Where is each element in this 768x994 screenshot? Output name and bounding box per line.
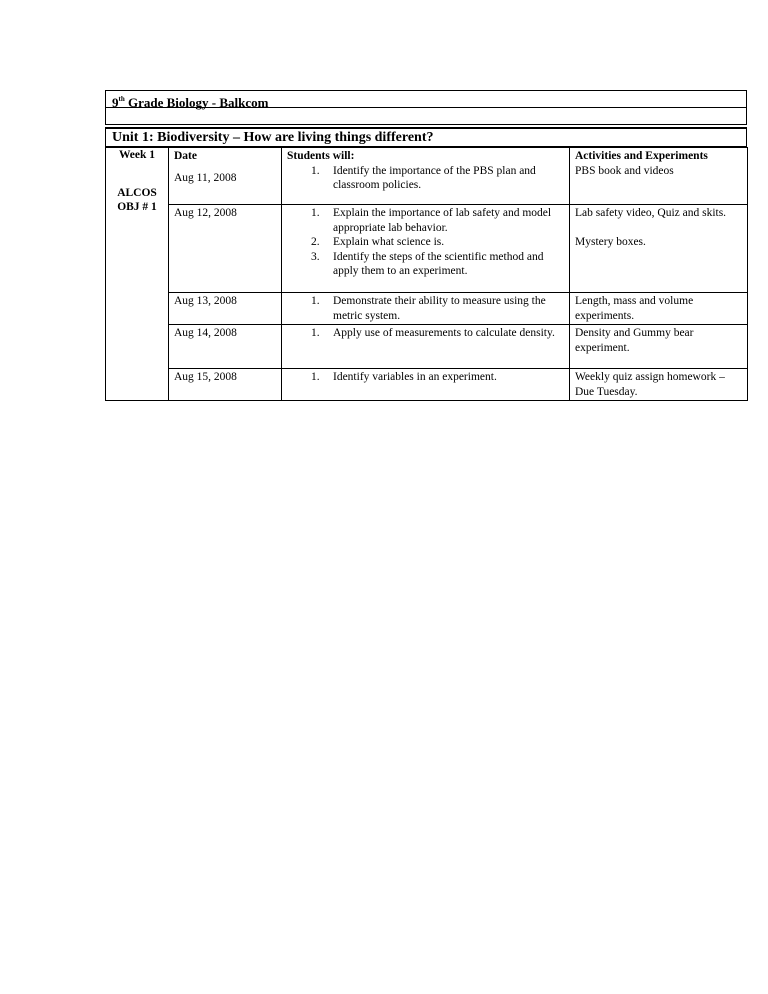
objectives-list	[287, 164, 564, 193]
objectives-cell	[282, 369, 570, 401]
grade-number: 9	[112, 95, 119, 110]
objectives-list	[287, 370, 564, 385]
date-value: Aug 11, 2008	[174, 171, 237, 184]
date-cell	[169, 205, 282, 293]
objectives-list	[287, 326, 564, 341]
list-item: 1. Explain the importance of lab safety and model appropriate lab behavior.	[311, 207, 552, 234]
course-title-text: Grade Biology - Balkcom	[124, 95, 269, 110]
objectives-cell	[282, 205, 570, 293]
date-value: Aug 14, 2008	[174, 327, 237, 339]
activity-text: PBS book and videos	[575, 164, 674, 177]
activity-text: Length, mass and volume experiments.	[575, 295, 694, 322]
unit-title: Unit 1: Biodiversity – How are living things different?	[105, 127, 747, 147]
activities-cell	[570, 369, 748, 401]
list-item: 2. Explain what science is.	[311, 236, 445, 248]
activities-cell	[570, 293, 748, 325]
blank-row	[105, 108, 747, 125]
activities-cell	[570, 148, 748, 205]
objectives-list	[287, 294, 564, 323]
date-value: Aug 12, 2008	[174, 207, 237, 219]
table-row	[106, 325, 748, 369]
alcos-label: ALCOS	[117, 186, 157, 199]
activity-text: Density and Gummy bear experiment.	[575, 327, 694, 354]
date-header: Date	[174, 150, 197, 162]
date-cell	[169, 148, 282, 205]
week-label: Week 1	[118, 149, 156, 161]
activities-cell	[570, 325, 748, 369]
date-cell	[169, 325, 282, 369]
activity-text: Mystery boxes.	[575, 235, 646, 248]
date-cell	[169, 293, 282, 325]
activities-header: Activities and Experiments	[575, 150, 708, 162]
list-item: 3. Identify the steps of the scientific method and apply them to an experiment.	[311, 250, 544, 277]
activities-cell	[570, 205, 748, 293]
week-cell	[106, 148, 169, 401]
list-item: 1. Identify variables in an experiment.	[311, 371, 497, 383]
date-value: Aug 15, 2008	[174, 371, 237, 383]
list-item: 1. Demonstrate their ability to measure using the metric system.	[311, 295, 546, 322]
table-row	[106, 293, 748, 325]
grade-suffix: th	[118, 95, 125, 103]
date-cell	[169, 369, 282, 401]
objectives-cell	[282, 148, 570, 205]
objectives-cell	[282, 325, 570, 369]
table-row	[106, 148, 748, 205]
objectives-list	[287, 206, 564, 279]
list-item: 1. Apply use of measurements to calculate density.	[311, 327, 555, 339]
lesson-plan-document	[105, 90, 747, 401]
table-row	[106, 205, 748, 293]
schedule-table	[105, 147, 748, 401]
activity-text: Lab safety video, Quiz and skits.	[575, 207, 727, 219]
list-item: 1. Identify the importance of the PBS plan and classroom policies.	[311, 164, 536, 191]
course-title	[105, 90, 747, 108]
date-value: Aug 13, 2008	[174, 295, 237, 307]
students-header: Students will:	[287, 150, 355, 162]
activity-text: Weekly quiz assign homework – Due Tuesday.	[575, 371, 725, 398]
table-row	[106, 369, 748, 401]
objectives-cell	[282, 293, 570, 325]
objective-label: OBJ # 1	[117, 201, 157, 213]
